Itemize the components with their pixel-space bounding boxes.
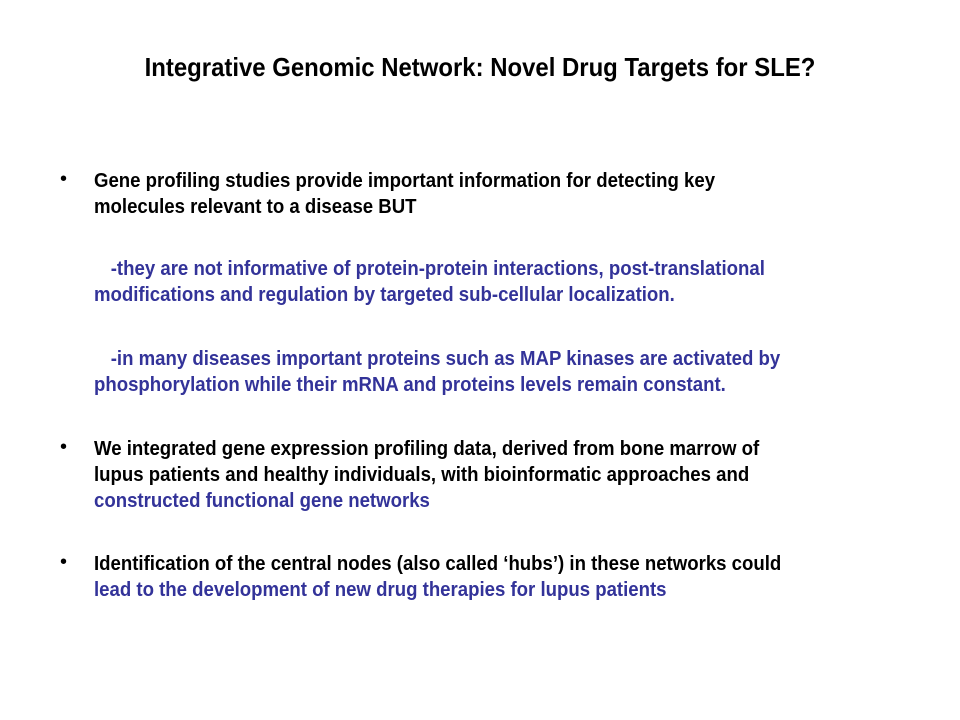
sub-point-2-line-1: -in many diseases important proteins such as MAP kinases are activated by	[110, 348, 781, 370]
bullet-2-text	[94, 436, 759, 514]
bullet-marker-2: •	[60, 436, 68, 458]
sub-point-1-line-2: modifications and regulation by targeted sub-cellular localization.	[94, 284, 675, 306]
sub-point-2	[94, 346, 780, 398]
slide-title: Integrative Genomic Network: Novel Drug Targets for SLE?	[144, 52, 816, 82]
bullet-marker-3: •	[60, 551, 68, 573]
bullet-3-line-2: lead to the development of new drug therapies for lupus patients	[94, 579, 667, 601]
sub-point-1	[94, 256, 765, 308]
bullet-3-line-1: Identification of the central nodes (also called ‘hubs’) in these networks could	[94, 553, 782, 575]
bullet-3-text	[94, 551, 781, 603]
bullet-2-line-1: We integrated gene expression profiling data, derived from bone marrow of	[94, 438, 760, 460]
bullet-2-line-3: constructed functional gene networks	[94, 490, 430, 512]
bullet-1-text	[94, 168, 715, 220]
bullet-1-line-2: molecules relevant to a disease BUT	[94, 196, 417, 218]
sub-point-2-line-2: phosphorylation while their mRNA and proteins levels remain constant.	[94, 374, 726, 396]
bullet-marker-1: •	[60, 168, 68, 190]
bullet-1-line-1: Gene profiling studies provide important information for detecting key	[94, 170, 716, 192]
bullet-2-line-2: lupus patients and healthy individuals, with bioinformatic approaches and	[94, 464, 750, 486]
sub-point-1-line-1: -they are not informative of protein-protein interactions, post-translational	[110, 258, 765, 280]
